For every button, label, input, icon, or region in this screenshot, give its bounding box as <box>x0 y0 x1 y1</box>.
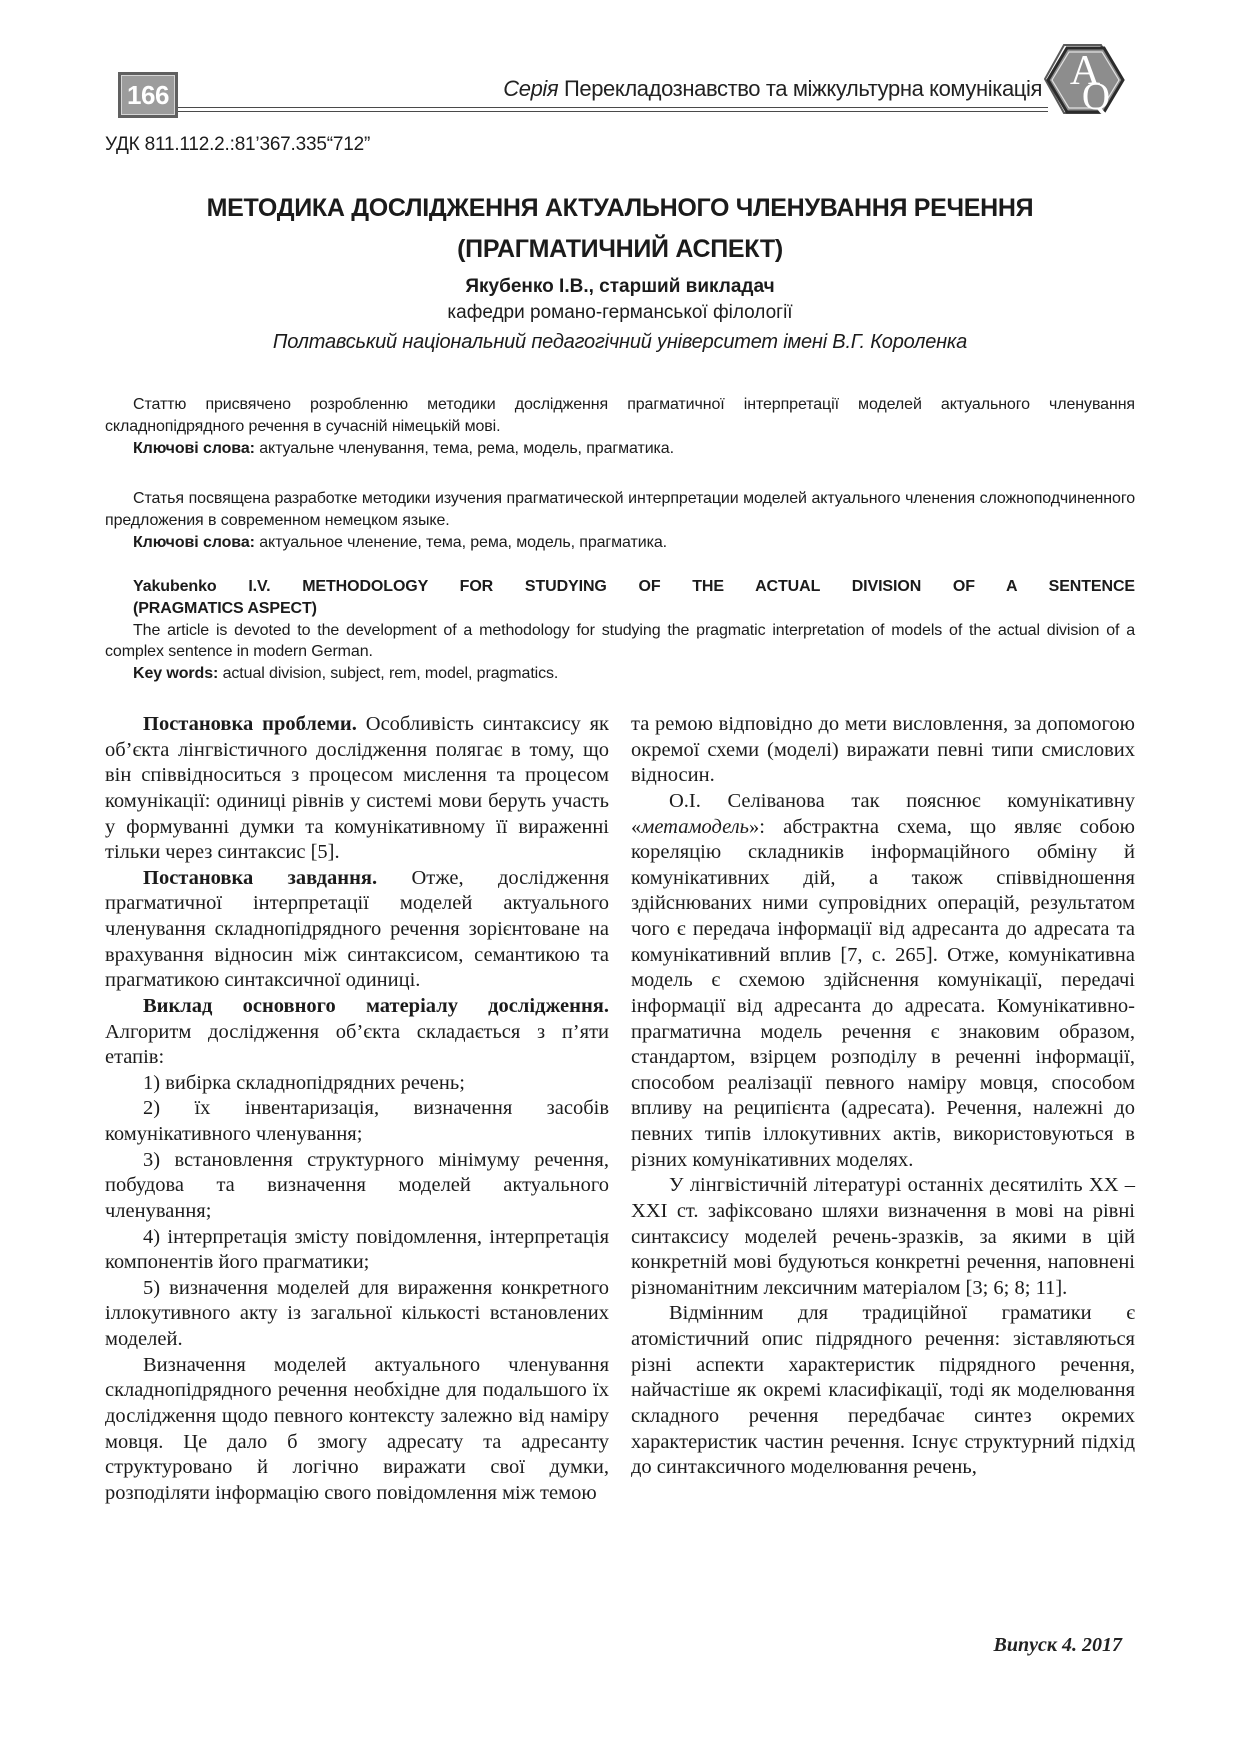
abstract-ru-keywords-list: актуальное членение, тема, рема, модель, прагматика. <box>254 533 667 551</box>
series-title <box>142 76 1042 102</box>
svg-text:Q: Q <box>1081 75 1111 118</box>
paragraph-selivanova <box>631 789 1135 1173</box>
list-item-2: 2) їх інвентаризація, визначення засобів комунікативного членування; <box>105 1097 609 1145</box>
series-title-rest: Перекладознавство та міжкультурна комунікація <box>558 76 1042 101</box>
article-title-line2: (ПРАГМАТИЧНИЙ АСПЕКТ) <box>457 234 783 263</box>
svg-text:A: A <box>1069 48 1101 94</box>
article-title <box>105 188 1135 269</box>
page-number-badge <box>118 72 178 118</box>
body-left-column <box>105 712 609 1506</box>
paragraph-continuation: та ремою відповідно до мети висловлення, за допомогою окремої схеми (моделі) виражати певні типи смислових відносин. <box>631 713 1135 787</box>
author-university: Полтавський національний педагогічний університет імені В.Г. Короленка <box>272 331 968 353</box>
author-block <box>105 276 1135 354</box>
abstract-uk-text: Статтю присвячено розробленню методики дослідження прагматичної інтерпретації моделей актуального членування складнопідрядного речення в сучасній німецькій мові. <box>105 396 1135 435</box>
paragraph-task <box>105 866 609 994</box>
paragraph-selivanova-pre: О.І. Селіванова так пояснює комунікативну « <box>631 789 1135 838</box>
abstract-en-keywords-list: actual division, subject, rem, model, pragmatics. <box>218 665 559 682</box>
abstract-ru-keywords-label: Ключові слова: <box>133 533 255 551</box>
udc-code: УДК 811.112.2.:81’367.335“712” <box>105 134 371 155</box>
author-department: кафедри романо-германської філології <box>447 302 793 323</box>
abstract-en-text: The article is devoted to the development of a methodology for studying the pragmatic interpretation of models of the actual division of a complex sentence in modern German. <box>105 621 1135 661</box>
page-number: 166 <box>127 79 169 110</box>
abstract-ru-text: Статья посвящена разработке методики изучения прагматической интерпретации моделей актуального членения сложноподчиненного предложения в современном немецком языке. <box>105 490 1135 529</box>
abstract-en-heading-line1: Yakubenko I.V. METHODOLOGY FOR STUDYING OF THE ACTUAL DIVISION OF A SENTENCE <box>133 578 1135 595</box>
paragraph-selivanova-post: »: абстрактна схема, що являє собою кореляцію складників інформаційного обміну й комунікативних дій, а також співвідношення здійснюваних ними супровідних операцій, результатом чого є передача інформації від адресанта до адресата та комунікативний вплив [7, с. 265]. Отже, комунікативна модель є схемою здійснення комунікації, передачі інформації від адресанта до адресата. Комунікативно-прагматична модель речення є знаковим образом, стандартом, взірцем розподілу в реченні інформації, способом реалізації певного наміру мовця, способом впливу на реципієнта (адресата). Речення, належні до певних типів іллокутивних актів, використовуються в різних комунікативних моделях. <box>631 815 1135 1171</box>
abstract-en-keywords-label: Key words: <box>133 665 219 682</box>
paragraph-main-material <box>105 994 609 1071</box>
body-columns <box>105 712 1135 1506</box>
abstract-ru-keywords <box>105 532 1135 554</box>
paragraph-problem-lead: Постановка проблеми. <box>143 713 357 735</box>
hexagon-aq-logo-icon <box>1044 40 1126 120</box>
list-item-4: 4) інтерпретація змісту повідомлення, інтерпретація компонентів його прагматики; <box>105 1225 609 1274</box>
body-right-column <box>631 712 1135 1506</box>
abstract-russian <box>105 488 1135 553</box>
list-item-1: 1) вибірка складнопідрядних речень; <box>143 1071 465 1094</box>
list-item-3: 3) встановлення структурного мінімуму речення, побудова та визначення моделей актуального членування; <box>105 1148 609 1222</box>
paragraph-traditional-grammar: Відмінним для традиційної граматики є атомістичний опис підрядного речення: зіставляються різні аспекти характеристик підрядного речення, найчастіше як окремі класифікації, тоді як моделювання складного речення передбачає синтез окремих характеристик частин речення. Існує структурний підхід до синтаксичного моделювання речень, <box>631 1302 1135 1479</box>
series-title-italic: Серія <box>503 76 559 101</box>
abstract-en-heading-line2: (PRAGMATICS ASPECT) <box>133 599 317 617</box>
abstract-uk-keywords <box>105 438 1135 460</box>
paragraph-linguistic-literature: У лінгвістичній літературі останніх десятиліть ХХ – ХХІ ст. зафіксовано шляхи визначення в мові на рівні синтаксису моделей речень-зразків, за якими в цій конкретній мові будуються конкретні речення, наповнені різноманітним лексичним матеріалом [3; 6; 8; 11]. <box>631 1174 1135 1299</box>
paragraph-models-definition: Визначення моделей актуального членування складнопідрядного речення необхідне для подальшого їх дослідження щодо певного контексту залежно від наміру мовця. Це дало б змогу адресату та адресанту структуровано й логічно виражати свої думки, розподіляти інформацію свого повідомлення між темою <box>105 1353 609 1504</box>
paragraph-main-material-lead: Виклад основного матеріалу дослідження. <box>143 994 609 1017</box>
paragraph-task-lead: Постановка завдання. <box>143 866 378 889</box>
abstract-uk-keywords-list: актуальне членування, тема, рема, модель, прагматика. <box>254 439 674 457</box>
paragraph-problem <box>105 712 609 866</box>
list-item-5: 5) визначення моделей для вираження конкретного іллокутивного акту із загальної кількості встановлених моделей. <box>105 1276 609 1350</box>
article-title-line1: МЕТОДИКА ДОСЛІДЖЕННЯ АКТУАЛЬНОГО ЧЛЕНУВАННЯ РЕЧЕННЯ <box>206 194 1034 222</box>
paragraph-main-material-text: Алгоритм дослідження об’єкта складається з п’яти етапів: <box>105 1020 609 1069</box>
journal-logo <box>1044 40 1126 125</box>
paragraph-task-text: Отже, дослідження прагматичної інтерпретації моделей актуального членування складнопідрядного речення зорієнтоване на врахування відносин між синтаксисом, семантикою та прагматикою синтаксичної одиниці. <box>105 866 610 992</box>
abstract-english <box>105 576 1135 685</box>
abstract-en-keywords <box>105 663 1135 685</box>
metamodel-term: метамодель <box>641 815 750 838</box>
abstract-uk-keywords-label: Ключові слова: <box>133 439 255 457</box>
footer-issue: Випуск 4. 2017 <box>993 1634 1122 1656</box>
author-name: Якубенко І.В., старший викладач <box>465 276 775 297</box>
header-rule <box>176 107 1048 112</box>
paragraph-problem-text: Особливість синтаксису як об’єкта лінгвістичного дослідження полягає в тому, що він співвідноситься з процесом мислення та процесом комунікації: одиниці рівнів у системі мови беруть участь у формуванні думки та комунікативному її вираженні тільки через синтаксис [5]. <box>105 713 609 864</box>
abstract-ukrainian <box>105 394 1135 459</box>
